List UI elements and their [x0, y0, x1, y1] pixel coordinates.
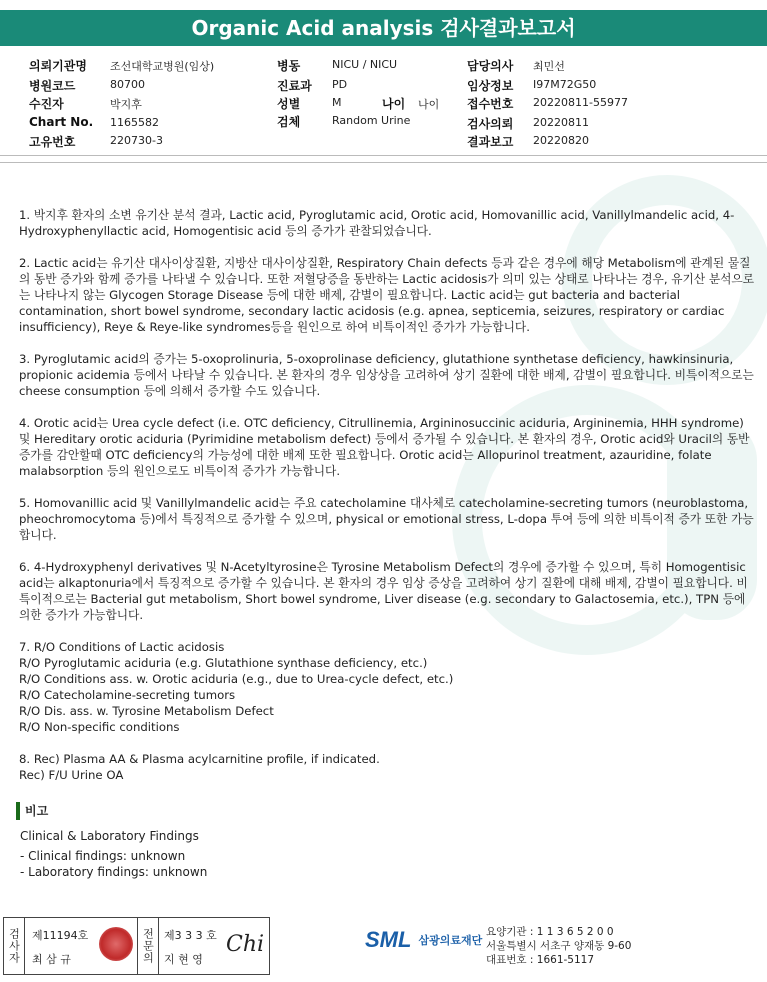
paragraph-4: 4. Orotic acid는 Urea cycle defect (i.e. OTC deficiency, Citrullinemia, Argininosuccinic aciduria, Argininemia, HHH syndrome) 및 Hereditary orotic aciduria (Pyrimidine metabolism defect) 등에서 증가될 수 있습니다. 본 환자의 경우, Orotic acid와 Uracil의 동반 증가를 감안할때 OTC deficiency의 가능성에 대한 배제 또한 필요합니다. Orotic acid는 Allopurinol treatment, azauridine, folate malabsorption 등의 원인으로도 비특이적 증가가 가능합니다.: [19, 416, 750, 478]
label-department: 진료과: [277, 79, 312, 93]
value-report-date: 20220820: [533, 134, 589, 147]
value-hospital-code: 80700: [110, 78, 145, 91]
remarks-heading: Clinical & Laboratory Findings: [20, 829, 199, 843]
lab-phone: 대표번호 : 1661-5117: [486, 954, 595, 966]
lab-address: 서울특별시 서초구 양재동 9-60: [486, 940, 632, 952]
paragraph-5: 5. Homovanillic acid 및 Vanillylmandelic acid는 주요 catecholamine 대사체로 catecholamine-secreting tumors (neuroblastoma, pheochromocytoma 등)에서 특징적으로 증가할 수 있으며, physical or emotional stress, L-dopa 투여 등에 의한 비특이적 증가 또한 가능합니다.: [19, 496, 754, 542]
specialist-name: 지 현 영: [164, 953, 203, 966]
signature: Chi: [226, 932, 265, 957]
paragraph-8: 8. Rec) Plasma AA & Plasma acylcarnitine profile, if indicated. Rec) F/U Urine OA: [19, 752, 380, 782]
label-ward: 병동: [277, 59, 301, 73]
remarks-body: [20, 828, 207, 880]
value-department: PD: [332, 78, 348, 91]
remarks-title: 비고: [16, 802, 48, 820]
value-sex: M: [332, 96, 342, 109]
sml-logo: [365, 927, 482, 953]
interpretation-body: [19, 207, 754, 799]
specialist-label-cell: [137, 918, 159, 974]
value-request-date: 20220811: [533, 116, 589, 129]
label-report-date: 결과보고: [467, 135, 514, 149]
label-chart-no: Chart No.: [29, 115, 94, 129]
label-clinical-info: 임상정보: [467, 79, 514, 93]
header-divider: [0, 155, 767, 156]
specialist-label: 전문의: [141, 928, 155, 964]
paragraph-3: 3. Pyroglutamic acid의 증가는 5-oxoprolinuria, 5-oxoprolinase deficiency, glutathione synthetase deficiency, hawkinsinuria, propionic acidemia 등에서 나타날 수 있습니다. 본 환자의 경우 임상상을 고려하여 상기 질환에 대한 배제, 감별이 필요합니다. 비특이적으로는 cheese consumption 등에 의해서 증가할 수도 있습니다.: [19, 352, 754, 398]
report-title: Organic Acid analysis 검사결과보고서: [0, 10, 767, 46]
value-specimen: Random Urine: [332, 114, 411, 127]
report-footer: [0, 917, 767, 975]
tester-label: 검사자: [7, 928, 21, 964]
value-ward: NICU / NICU: [332, 58, 398, 71]
label-unique-no: 고유번호: [29, 135, 76, 149]
label-request-date: 검사의뢰: [467, 117, 514, 131]
value-patient: 박지후: [110, 98, 142, 111]
seal-stamp-icon: [99, 927, 133, 961]
label-age: 나이: [382, 97, 406, 111]
label-institution: 의뢰기관명: [29, 59, 87, 73]
label-sex: 성별: [277, 97, 301, 111]
paragraph-6: 6. 4-Hydroxyphenyl derivatives 및 N-Acetyltyrosine은 Tyrosine Metabolism Defect의 경우에 증가할 수 있으며, 특히 Homogentisic acid는 alkaptonuria에서 특징적으로 증가할 수 있습니다. 본 환자의 경우 임상 증상을 고려하여 상기 질환에 대해 배제, 감별이 필요합니다. 비특이적으로는 Bacterial gut metabolism, Short bowel syndrome, Liver disease (e.g. secondary to Galactosemia, etc.), TPN 등에 의한 증가가 가능합니다.: [19, 560, 748, 622]
value-age: 나이: [418, 98, 440, 111]
value-institution: 조선대학교병원(임상): [110, 60, 215, 73]
label-doctor: 담당의사: [467, 59, 514, 73]
tester-label-cell: [4, 918, 25, 974]
header-divider-2: [0, 162, 767, 163]
paragraph-2: 2. Lactic acid는 유기산 대사이상질환, 지방산 대사이상질환, Respiratory Chain defects 등과 같은 경우에 해당 Metabolism에 관계된 물질의 동반 증가와 함께 증가를 나타낼 수 있습니다. 또한 저혈당증을 동반하는 Lactic acidosis가 의미 있는 상태로 나타나는 경우, 유기산 분석으로는 나타나지 않는 Glycogen Storage Disease 등에 대한 배제, 감별이 필요합니다. Lactic acid는 gut bacteria and bacterial contamination, short bowel syndrome, secondary lactic acidosis (e.g. apnea, septicemia, seizures, respiratory or cardiac insufficiency), Reye & Reye-like syndromes등을 원인으로 하여 비특이적인 증가가 가능합니다.: [19, 256, 754, 334]
tester-name: 최 삼 규: [32, 953, 71, 966]
label-receipt-no: 접수번호: [467, 97, 514, 111]
label-hospital-code: 병원코드: [29, 79, 76, 93]
sml-logo-text: SML: [365, 927, 412, 952]
sml-org-name: 삼광의료재단: [418, 934, 483, 947]
label-specimen: 검체: [277, 115, 301, 129]
lab-contact-info: [486, 925, 631, 967]
label-patient: 수진자: [29, 97, 64, 111]
remarks-line-2: - Laboratory findings: unknown: [20, 865, 208, 879]
paragraph-1: 1. 박지후 환자의 소변 유기산 분석 결과, Lactic acid, Pyroglutamic acid, Orotic acid, Homovanillic acid, Vanillylmandelic acid, 4-Hydroxyphenyllactic acid, Homogentisic acid 등의 증가가 관찰되었습니다.: [19, 208, 735, 238]
patient-info-header: [0, 50, 767, 154]
paragraph-7: 7. R/O Conditions of Lactic acidosis R/O Pyroglutamic aciduria (e.g. Glutathione synthase deficiency, etc.) R/O Conditions ass. w. Orotic aciduria (e.g., due to Urea-cycle defect, etc.) R/O Catecholamine-secreting tumors R/O Dis. ass. w. Tyrosine Metabolism Defect R/O Non-specific conditions: [19, 640, 454, 734]
value-clinical-info: I97M72G50: [533, 78, 597, 91]
value-receipt-no: 20220811-55977: [533, 96, 628, 109]
specialist-license-no: 제3 3 3 호: [164, 929, 217, 942]
tester-license-no: 제11194호: [32, 929, 89, 942]
value-chart-no: 1165582: [110, 116, 159, 129]
signature-box: [3, 917, 270, 975]
lab-institution-code: 요양기관 : 1 1 3 6 5 2 0 0: [486, 926, 614, 938]
remarks-line-1: - Clinical findings: unknown: [20, 849, 186, 863]
value-doctor: 최민선: [533, 60, 565, 73]
value-unique-no: 220730-3: [110, 134, 163, 147]
